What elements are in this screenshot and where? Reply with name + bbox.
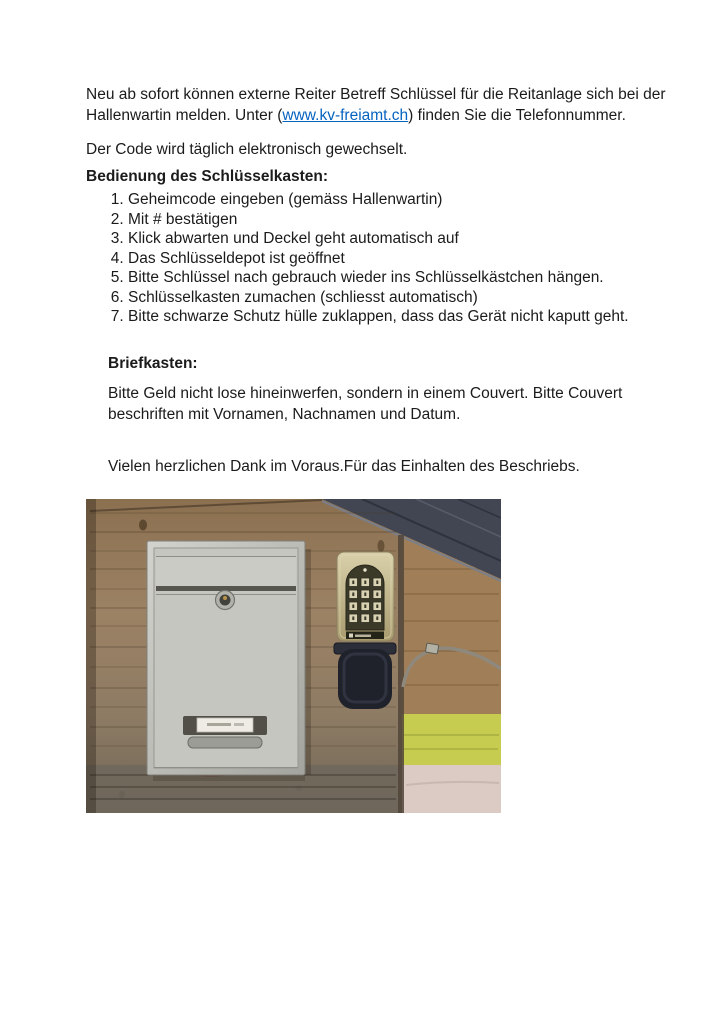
embedded-photo (86, 499, 501, 813)
post-left-shadow (86, 499, 96, 813)
wood-knot (139, 519, 147, 530)
brand-logo-mark (349, 633, 353, 637)
briefkasten-line-1: Bitte Geld nicht lose hineinwerfen, sondern in einem Couvert. Bitte Couvert (108, 384, 623, 402)
mailbox (147, 541, 311, 781)
instruction-step-4: 4. Das Schlüsseldepot ist geöffnet (128, 249, 724, 269)
gravel-path (402, 765, 501, 813)
instruction-step-2: 2. Mit # bestätigen (128, 210, 724, 230)
status-led (363, 568, 366, 571)
mailbox-shadow-bottom (153, 775, 305, 781)
grass-area (402, 714, 501, 766)
label-text-mark (207, 723, 231, 726)
thanks-line: Vielen herzlichen Dank im Voraus.Für das Einhalten des Beschriebs. (108, 457, 580, 475)
briefkasten-heading: Briefkasten: (108, 354, 198, 372)
intro-paragraph (86, 0, 666, 126)
intro-line-1: Neu ab sofort können externe Reiter Betreff Schlüssel für die Reitanlage sich bei der (86, 86, 666, 103)
website-link[interactable]: www.kv-freiamt.ch (282, 107, 409, 124)
instruction-step-7: 7. Bitte schwarze Schutz hülle zuklappen, dass das Gerät nicht kaputt geht. (128, 307, 724, 327)
brand-text-mark (355, 634, 371, 637)
keybox-heading: Bedienung des Schlüsselkasten: (86, 168, 329, 185)
post-side-edge (398, 535, 404, 813)
mailbox-handle (188, 737, 262, 748)
mailbox-keyhole (216, 590, 235, 609)
intro-line-2-pre: Hallenwartin melden. Unter ( (86, 107, 283, 124)
wood-knot (378, 540, 385, 552)
mail-slot-flap (156, 556, 296, 586)
instruction-step-3: 3. Klick abwarten und Deckel geht automatisch auf (128, 229, 724, 249)
briefkasten-paragraph (108, 383, 628, 425)
keybox-instruction-list (0, 190, 724, 327)
briefkasten-line-2: beschriften mit Vornamen, Nachnamen und Datum. (108, 405, 461, 423)
label-text-mark (234, 723, 244, 726)
keysafe (334, 552, 396, 709)
mailbox-shadow-right (305, 549, 311, 775)
instruction-step-6: 6. Schlüsselkasten zumachen (schliesst automatisch) (128, 288, 724, 308)
instruction-step-5: 5. Bitte Schlüssel nach gebrauch wieder ins Schlüsselkästchen hängen. (128, 268, 724, 288)
cable-clamp (425, 643, 438, 654)
intro-line-2 (86, 105, 666, 126)
code-note: Der Code wird täglich elektronisch gewechselt. (86, 141, 408, 158)
photo-svg (86, 499, 501, 813)
instruction-step-1: 1. Geheimcode eingeben (gemäss Hallenwartin) (128, 190, 724, 210)
intro-line-2-post: ) finden Sie die Telefonnummer. (408, 107, 626, 124)
